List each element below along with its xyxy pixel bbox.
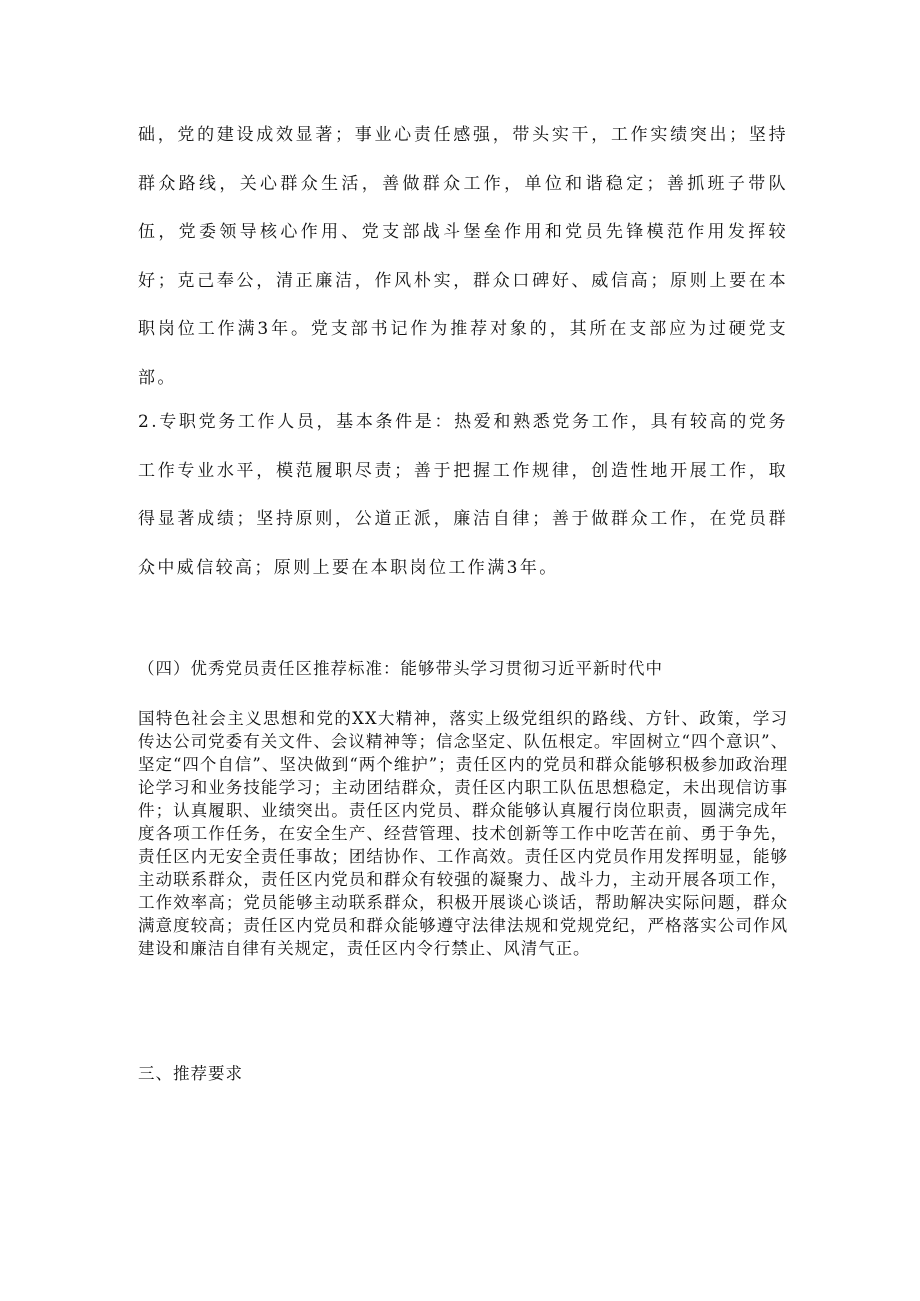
paragraph-responsibility-zone-heading: （四）优秀党员责任区推荐标准：能够带头学习贯彻习近平新时代中 [138,659,663,678]
paragraph-party-secretary-criteria: 础，党的建设成效显著；事业心责任感强，带头实干，工作实绩突出；坚持群众路线，关心群众生活，善做群众工作，单位和谐稳定；善抓班子带队伍，党委领导核心作用、党支部战斗堡垒作用和党员先锋模范作用发挥较好；克己奉公，清正廉洁，作风朴实，群众口碑好、威信高；原则上要在本职岗位工作满3年。党支部书记作为推荐对象的，其所在支部应为过硬党支部。 [138,125,788,388]
paragraph-party-affairs-staff-criteria: 2.专职党务工作人员，基本条件是：热爱和熟悉党务工作，具有较高的党务工作专业水平，模范履职尽责；善于把握工作规律，创造性地开展工作，取得显著成绩；坚持原则，公道正派，廉洁自律；善于做群众工作，在党员群众中威信较高；原则上要在本职岗位工作满3年。 [138,412,788,578]
section-heading-recommendation-requirements: 三、推荐要求 [138,1064,243,1083]
paragraph-responsibility-zone-body: 国特色社会主义思想和党的XX大精神，落实上级党组织的路线、方针、政策，学习传达公司党委有关文件、会议精神等；信念坚定、队伍根定。牢固树立“四个意识”、坚定“四个自信”、坚决做到“两个维护”；责任区内的党员和群众能够积极参加政治理论学习和业务技能学习；主动团结群众，责任区内职工队伍思想稳定，未出现信访事件；认真履职、业绩突出。责任区内党员、群众能够认真履行岗位职责，圆满完成年度各项工作任务，在安全生产、经营管理、技术创新等工作中吃苦在前、勇于争先，责任区内无安全责任事故；团结协作、工作高效。责任区内党员作用发挥明显，能够主动联系群众，责任区内党员和群众有较强的凝聚力、战斗力，主动开展各项工作，工作效率高；党员能够主动联系群众，积极开展谈心谈话，帮助解决实际问题，群众满意度较高；责任区内党员和群众能够遵守法律法规和党规党纪，严格落实公司作风建设和廉洁自律有关规定，责任区内令行禁止、风清气正。 [138,709,788,958]
